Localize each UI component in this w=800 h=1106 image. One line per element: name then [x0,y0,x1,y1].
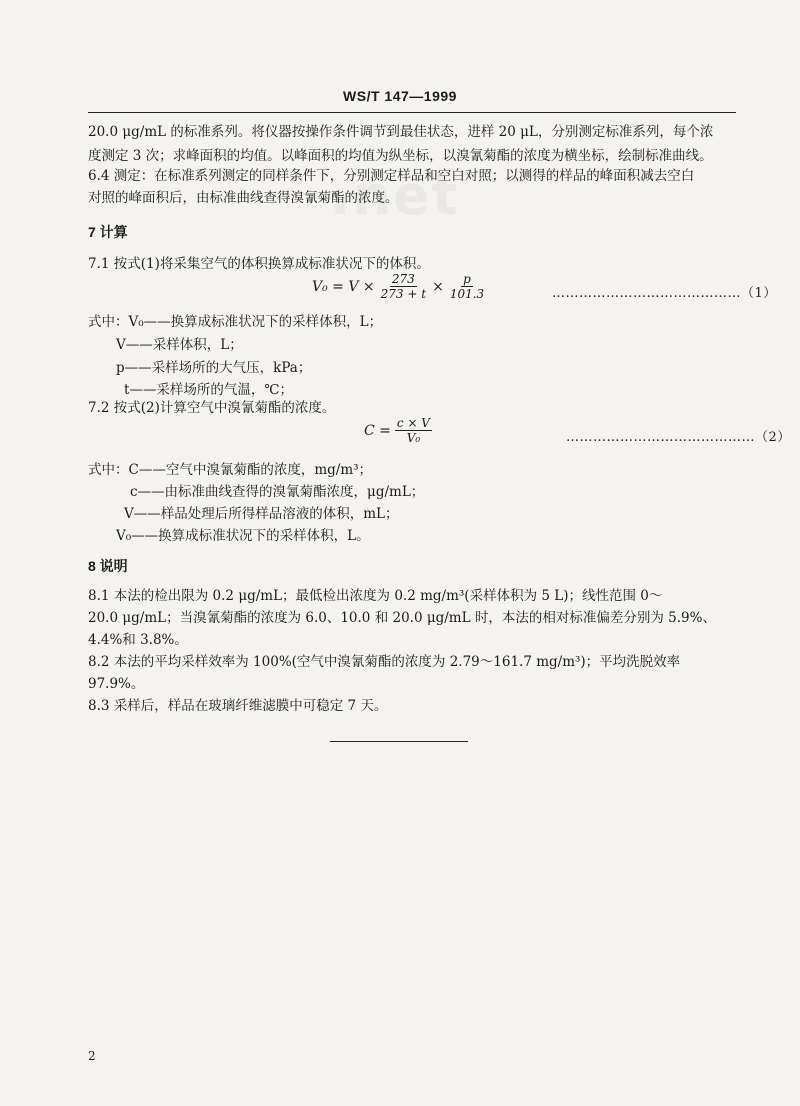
formula-1-lhs: V₀ = V × [312,278,375,295]
definition-c-lower: c——由标准曲线查得的溴氰菊酯浓度，μg/mL； [130,484,425,500]
para-7-1: 7.1 按式(1)将采集空气的体积换算成标准状况下的体积。 [88,256,430,272]
para-8-1-line-3: 4.4%和 3.8%。 [88,632,188,648]
formula-2-fraction [395,416,432,445]
fraction-numerator: p [463,272,471,286]
definition-p: p——采样场所的大气压，kPa； [116,360,312,376]
fraction-numerator: 273 [391,272,415,286]
watermark: .net [330,164,460,227]
formula-2-lhs: C = [364,422,391,439]
para-7-2: 7.2 按式(2)计算空气中溴氰菊酯的浓度。 [88,400,336,416]
formula-1-times: × [432,278,444,295]
para-6-4-line-1: 6.4 测定：在标准系列测定的同样条件下，分别测定样品和空白对照；以测得的样品的峰面积减去空白 [88,168,695,184]
definition-v0: 式中：V₀——换算成标准状况下的采样体积，L； [88,314,383,330]
formula-2 [364,416,436,445]
end-rule [330,741,468,742]
definition-v: V——采样体积，L； [116,337,243,353]
page-number: 2 [88,1049,96,1063]
formula-1-fraction-temperature [379,272,428,301]
para-8-3: 8.3 采样后，样品在玻璃纤维滤膜中可稳定 7 天。 [88,698,388,714]
formula-1-fraction-pressure [448,272,486,301]
header-rule [88,112,736,113]
para-8-1-line-1: 8.1 本法的检出限为 0.2 μg/mL；最低检出浓度为 0.2 mg/m³(采样体积为 5 L)；线性范围 0～ [88,588,663,604]
formula-1-number: ……………………………………（1） [552,286,777,301]
fraction-denominator: 273 + t [380,287,427,301]
para-6-4-line-2: 对照的峰面积后，由标准曲线查得溴氰菊酯的浓度。 [88,190,399,206]
para-6-3-line-1: 20.0 μg/mL 的标准系列。将仪器按操作条件调节到最佳状态，进样 20 μL，分别测定标准系列，每个浓 [88,124,714,140]
section-7-heading: 7 计算 [88,224,128,240]
fraction-denominator: 101.3 [449,287,485,301]
section-8-heading: 8 说明 [88,558,128,574]
definition-t: t——采样场所的气温，℃； [124,382,294,398]
para-8-2-line-1: 8.2 本法的平均采样效率为 100%(空气中溴氰菊酯的浓度为 2.79～161.7 mg/m³)；平均洗脱效率 [88,654,681,670]
fraction-numerator: c × V [396,416,430,430]
definition-v0-2: V₀——换算成标准状况下的采样体积，L。 [116,528,370,544]
para-8-1-line-2: 20.0 μg/mL；当溴氰菊酯的浓度为 6.0、10.0 和 20.0 μg/mL 时，本法的相对标准偏差分别为 5.9%、 [88,610,716,626]
para-6-3-line-2: 度测定 3 次；求峰面积的均值。以峰面积的均值为纵坐标，以溴氰菊酯的浓度为横坐标，绘制标准曲线。 [88,148,713,164]
formula-2-number: ……………………………………（2） [566,430,791,445]
fraction-denominator: V₀ [406,431,421,445]
definition-c-upper: 式中：C——空气中溴氰菊酯的浓度，mg/m³； [88,462,373,478]
definition-v-sample: V——样品处理后所得样品溶液的体积，mL； [124,506,399,522]
para-8-2-line-2: 97.9%。 [88,676,145,692]
formula-1 [312,272,490,301]
standard-number-header: WS/T 147—1999 [343,88,457,104]
